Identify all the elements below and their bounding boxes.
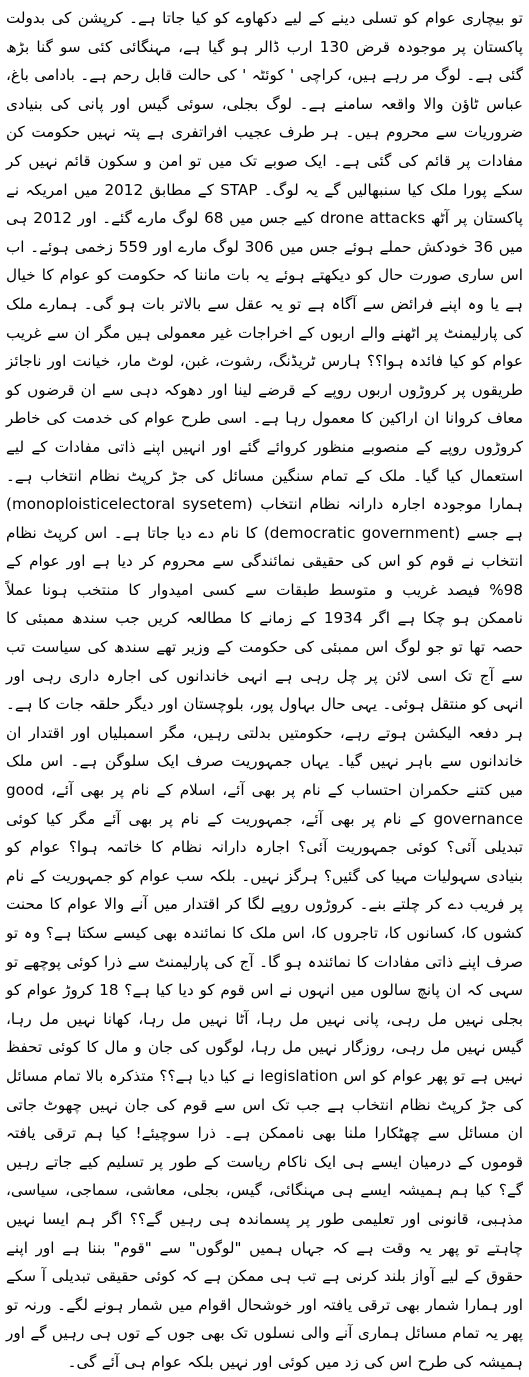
article-body: تو بیچاری عوام کو تسلی دینے کے لیے دکھاوے کو کیا جاتا ہے۔ کرپشن کی بدولت پاکستان پر موجودہ قرض 130 ارب ڈالر ہو گیا ہے، مہنگائی کئی سو گنا بڑھ گئی ہے۔ لوگ مر رہے ہیں، کراچی ' کوئٹہ ' کی حالت قابل رحم ہے۔ بادامی باغ، عباس ٹاؤن والا واقعہ سامنے ہے۔ لوگ بجلی، سوئی گیس اور پانی کی بنیادی ضروریات سے محروم ہیں۔ ہر طرف عجیب افراتفری ہے پتہ نہیں حکومت کن مفادات پر قائم کی گئی ہے۔ ایک صوبے تک میں تو امن و سکون قائم نہیں کر سکے پورا ملک کیا سنبھالیں گے یہ لوگ۔ STAP کے مطابق 2012 میں امریکہ نے پاکستان پر آٹھ drone attacks کیے جس میں 68 لوگ مارے گئے۔ اور 2012 ہی میں 36 خودکش حملے ہوئے جس میں 306 لوگ مارے اور 559 زخمی ہوئے۔ اب اس ساری صورت حال کو دیکھتے ہوئے یہ بات ماننا کہ حکومت کو عوام کا خیال ہے یا وہ اپنے فرائض سے آگاہ ہے تو یہ عقل سے بالاتر بات ہو گی۔ ہمارے ملک کی پارلیمنٹ پر اٹھنے والے اربوں کے اخراجات غیر معمولی ہیں مگر ان سے غریب عوام کو کیا فائدہ ہوا؟؟ ہارس ٹریڈنگ، رشوت، غبن، لوٹ مار، خیانت اور ناجائز طریقوں پر کروڑوں اربوں روپے کے قرضے لینا اور دھوکہ دہی سے ان قرضوں کو معاف کروانا ان اراکین کا معمول رہا ہے۔ اسی طرح عوام کی خدمت کی خاطر کروڑوں روپے کے منصوبے منظور کروائے گئے اور انہیں اپنے ذاتی مفادات کے لیے استعمال کیا گیا۔ ملک کے تمام سنگین مسائل کی جڑ کرپٹ نظام انتخاب ہے۔ ہمارا موجودہ اجارہ دارانہ نظام انتخاب (monoploisticelectoral sysetem) ہے جسے (democratic government) کا نام دے دیا جاتا ہے۔ اس کرپٹ نظام انتخاب نے قوم کو اس کی حقیقی نمائندگی سے محروم کر دیا ہے اور عوام کے 98% فیصد غریب و متوسط طبقات سے کسی امیدوار کا منتخب ہونا عملاً ناممکن ہو چکا ہے اگر 1934 کے زمانے کا مطالعہ کریں جب سندھ ممبئی کا حصہ تھا تو جو لوگ اس ممبئی کی حکومت کے وزیر تھے سندھ کی سیاست تب سے آج تک اسی لائن پر چل رہی ہے انہی خاندانوں کی اجارہ داری رہی اور انہی کو منتقل ہوئی۔ یہی حال بہاول پور، بلوچستان اور دیگر حلقہ جات کا ہے۔ ہر دفعہ الیکشن ہوتے رہے، حکومتیں بدلتی رہیں، مگر اسمبلیاں اور اقتدار ان خاندانوں سے باہر نہیں گیا۔ یہاں جمہوریت صرف ایک سلوگن ہے۔ اس ملک میں کتنے حکمران احتساب کے نام پر بھی آئے، اسلام کے نام پر بھی آئے، good governance کے نام پر بھی آئے، جمہوریت کے نام پر بھی آئے مگر کیا کوئی تبدیلی آئی؟ کوئی جمہوریت آئی؟ اجارہ دارانہ نظام کا خاتمہ ہوا؟ عوام کو بنیادی سہولیات مہیا کی گئیں؟ ہرگز نہیں۔ بلکہ سب عوام کو جمہوریت کے نام پر فریب دے کر چلتے بنے۔ کروڑوں روپے لگا کر اقتدار میں آنے والا عوام کا محنت کشوں کا، کسانوں کا، تاجروں کا، اس ملک کا نمائندہ بھی کیسے سکتا ہے؟ وہ تو صرف اپنے ذاتی مفادات کا نمائندہ ہو گا۔ آج کی پارلیمنٹ سے ذرا کوئی پوچھے تو سہی کہ ان پانچ سالوں میں انہوں نے اس قوم کو دیا کیا ہے؟ 18 کروڑ عوام کو بجلی نہیں مل رہی، پانی نہیں مل رہا، آٹا نہیں مل رہا، کھانا نہیں مل رہا، گیس نہیں مل رہی، روزگار نہیں مل رہا، لوگوں کی جان و مال کا کوئی تحفظ نہیں ہے تو پھر عوام کو اس legislation نے کیا دیا ہے؟؟ متذکرہ بالا تمام مسائل کی جڑ کرپٹ نظام انتخاب ہے جب تک اس سے قوم کی جان نہیں چھوٹ جاتی ان مسائل سے چھٹکارا ملنا بھی ناممکن ہے۔ ذرا سوچیئے! کیا ہم ترقی یافتہ قوموں کے درمیان ایسے ہی ایک ناکام ریاست کے طور پر تسلیم کیے جاتے رہیں گے؟ کیا ہم ہمیشہ ایسے ہی مہنگائی، گیس، بجلی، معاشی، سماجی، سیاسی، مذہبی، قانونی اور تعلیمی طور پر پسماندہ ہی رہیں گے؟؟ اگر ہم ایسا نہیں چاہتے تو پھر یہ وقت ہے کہ جہاں ہمیں "لوگوں" سے "قوم" بننا ہے اور اپنے حقوق کے لیے آواز بلند کرنی ہے تب ہی ممکن ہے کہ کوئی حقیقی تبدیلی آ سکے اور ہمارا شمار بھی ترقی یافتہ اور خوشحال اقوام میں شمار ہونے لگے۔ ورنہ تو پھر یہ تمام مسائل ہماری آنے والی نسلوں تک بھی جوں کے توں ہی رہیں گے اور ہمیشہ کی طرح اس کی زد میں کوئی اور نہیں بلکہ عوام ہی آئے گی۔: [6, 9, 524, 1371]
